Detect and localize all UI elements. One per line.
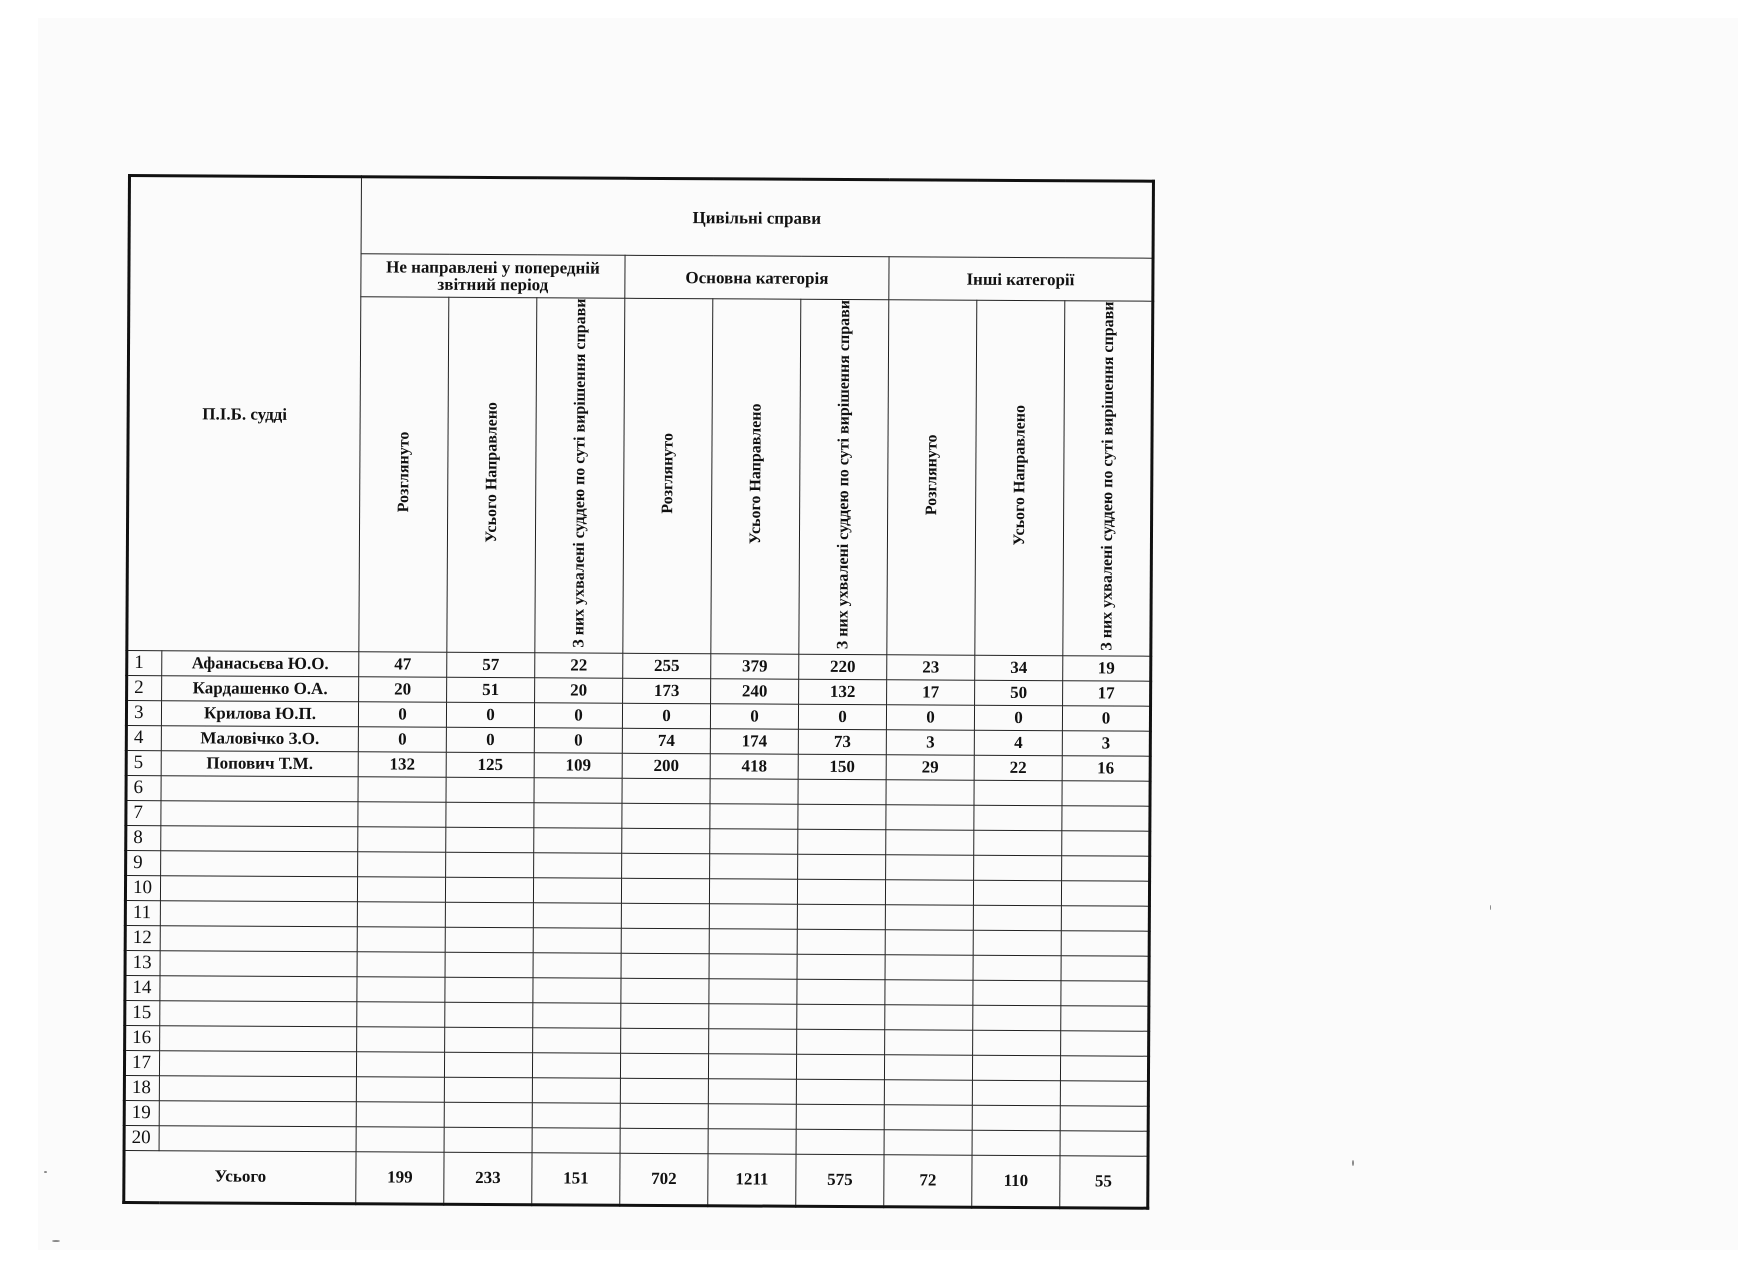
- table-cell: [886, 805, 974, 830]
- judge-name: Маловічко З.О.: [161, 726, 358, 752]
- table-cell: [886, 830, 974, 855]
- scan-speck: [1352, 1160, 1354, 1166]
- judge-name: Афанасьєва Ю.О.: [162, 651, 359, 677]
- table-cell: [797, 954, 885, 979]
- total-cell: 233: [444, 1152, 532, 1204]
- row-number: 7: [126, 801, 161, 826]
- table-cell: [532, 1078, 620, 1103]
- judge-name: Крилова Ю.П.: [161, 701, 358, 727]
- civil-cases-table: [122, 174, 1155, 1210]
- table-cell: 0: [534, 703, 622, 728]
- table-cell: [357, 1027, 445, 1052]
- total-cell: 72: [884, 1155, 972, 1207]
- table-cell: 19: [1063, 656, 1151, 681]
- table-cell: [886, 780, 974, 805]
- judge-name: [160, 901, 357, 927]
- table-cell: [534, 778, 622, 803]
- table-cell: [884, 1055, 972, 1080]
- table-cell: 174: [710, 729, 798, 754]
- table-cell: [532, 1053, 620, 1078]
- table-cell: [622, 778, 710, 803]
- table-cell: 0: [710, 704, 798, 729]
- table-cell: [710, 779, 798, 804]
- table-cell: [620, 1103, 708, 1128]
- total-cell: 151: [532, 1153, 620, 1205]
- table-cell: [446, 827, 534, 852]
- judge-name: [161, 826, 358, 852]
- judge-name: [160, 876, 357, 902]
- table-cell: [796, 1054, 884, 1079]
- scan-speck: [1490, 905, 1491, 910]
- table-cell: [797, 1029, 885, 1054]
- table-cell: [710, 854, 798, 879]
- table-cell: [620, 1128, 708, 1153]
- table-cell: [797, 929, 885, 954]
- table-cell: [709, 1004, 797, 1029]
- column-header-label: Усього Направлено: [746, 403, 765, 545]
- table-cell: [1061, 956, 1149, 981]
- table-cell: 74: [622, 728, 710, 753]
- row-number: 19: [124, 1101, 159, 1126]
- column-header-label: З них ухвалені суддею по суті вирішення справи: [834, 299, 854, 650]
- table-cell: 132: [358, 752, 446, 777]
- table-cell: 255: [623, 653, 711, 678]
- table-cell: 20: [535, 678, 623, 703]
- table-cell: [1061, 931, 1149, 956]
- column-header-3: [535, 298, 625, 654]
- row-number: 10: [125, 876, 160, 901]
- row-number: 13: [125, 951, 160, 976]
- table-cell: [622, 853, 710, 878]
- table-cell: [798, 854, 886, 879]
- table-cell: 418: [710, 754, 798, 779]
- judge-name: [159, 1076, 356, 1102]
- table-cell: [1060, 1081, 1148, 1106]
- table-cell: [1062, 781, 1150, 806]
- table-cell: 379: [711, 654, 799, 679]
- table-cell: [356, 1052, 444, 1077]
- table-cell: 51: [447, 677, 535, 702]
- table-cell: [710, 829, 798, 854]
- table-cell: [444, 1077, 532, 1102]
- total-cell: 1211: [708, 1154, 796, 1206]
- table-cell: [884, 1080, 972, 1105]
- judge-name: Попович Т.М.: [161, 751, 358, 777]
- judge-name: [159, 1051, 356, 1077]
- table-cell: [708, 1079, 796, 1104]
- row-number: 6: [126, 776, 161, 801]
- civil-cases-header: Цивільні справи: [361, 177, 1153, 258]
- table-cell: 0: [358, 702, 446, 727]
- table-cell: [621, 1003, 709, 1028]
- table-cell: 0: [1062, 706, 1150, 731]
- total-cell: 199: [356, 1152, 444, 1204]
- table-cell: 150: [798, 754, 886, 779]
- table-cell: [533, 928, 621, 953]
- table-cell: [444, 1127, 532, 1152]
- table-cell: [621, 1028, 709, 1053]
- table-cell: 4: [974, 730, 1062, 755]
- column-header-label: З них ухвалені суддею по суті вирішення справи: [1097, 301, 1117, 651]
- table-cell: [1061, 1031, 1149, 1056]
- column-header-label: Усього Направлено: [482, 402, 501, 543]
- table-cell: [533, 1003, 621, 1028]
- table-cell: [972, 1105, 1060, 1130]
- judge-name: [161, 851, 358, 877]
- subgroup-not-sent-header: Не направлені у попередній звітний період: [361, 254, 625, 298]
- total-cell: 575: [796, 1154, 884, 1206]
- scan-speck: [52, 1240, 60, 1242]
- column-header-8: [975, 300, 1065, 656]
- table-cell: [446, 777, 534, 802]
- table-cell: [358, 827, 446, 852]
- table-cell: [358, 852, 446, 877]
- table-cell: [1061, 981, 1149, 1006]
- table-cell: [709, 979, 797, 1004]
- table-cell: 220: [799, 654, 887, 679]
- row-number: 2: [127, 676, 162, 701]
- total-cell: 55: [1060, 1156, 1148, 1208]
- table-cell: [973, 1005, 1061, 1030]
- table-cell: [797, 1004, 885, 1029]
- total-cell: 110: [972, 1155, 1060, 1207]
- row-number: 1: [127, 651, 162, 676]
- table-cell: [798, 779, 886, 804]
- table-cell: [797, 879, 885, 904]
- column-header-5: [711, 299, 801, 655]
- table-cell: [708, 1054, 796, 1079]
- table-cell: 3: [1062, 731, 1150, 756]
- table-cell: [885, 955, 973, 980]
- column-header-label: З них ухвалені суддею по суті вирішення справи: [570, 298, 590, 648]
- table-cell: [445, 952, 533, 977]
- table-cell: [532, 1128, 620, 1153]
- table-cell: [445, 902, 533, 927]
- row-number: 16: [125, 1026, 160, 1051]
- row-number: 3: [126, 701, 161, 726]
- table-cell: [622, 803, 710, 828]
- table-cell: 22: [974, 755, 1062, 780]
- table-cell: [710, 804, 798, 829]
- judge-name: [160, 1026, 357, 1052]
- table-cell: 0: [886, 705, 974, 730]
- table-cell: [533, 1028, 621, 1053]
- table-cell: 29: [886, 755, 974, 780]
- table-cell: 0: [622, 703, 710, 728]
- table-cell: [885, 980, 973, 1005]
- table-cell: [621, 928, 709, 953]
- judge-name: [160, 976, 357, 1002]
- table-cell: [445, 1002, 533, 1027]
- table-cell: [798, 804, 886, 829]
- subgroup-other-categories-header: Інші категорії: [889, 257, 1153, 301]
- table-cell: [356, 1127, 444, 1152]
- row-number: 18: [124, 1076, 159, 1101]
- table-cell: [709, 954, 797, 979]
- table-cell: 20: [359, 677, 447, 702]
- judge-name: [161, 776, 358, 802]
- judge-name: [160, 926, 357, 952]
- table-cell: [1061, 1006, 1149, 1031]
- table-cell: [620, 1053, 708, 1078]
- judge-name: [161, 801, 358, 827]
- table-header: [127, 176, 1154, 657]
- table-cell: 17: [887, 680, 975, 705]
- table-cell: [445, 1027, 533, 1052]
- table-cell: [622, 828, 710, 853]
- column-header-4: [623, 298, 713, 654]
- table-cell: [974, 805, 1062, 830]
- table-cell: [709, 1029, 797, 1054]
- table-cell: [1061, 881, 1149, 906]
- table-cell: [444, 1052, 532, 1077]
- table-cell: [446, 852, 534, 877]
- table-cell: 125: [446, 752, 534, 777]
- table-cell: [885, 1005, 973, 1030]
- table-cell: [885, 1030, 973, 1055]
- table-cell: [884, 1105, 972, 1130]
- table-cell: [709, 904, 797, 929]
- table-cell: 73: [798, 729, 886, 754]
- table-cell: 3: [886, 730, 974, 755]
- table-cell: [709, 879, 797, 904]
- table-cell: 22: [535, 653, 623, 678]
- table-cell: [357, 877, 445, 902]
- table-cell: 0: [974, 705, 1062, 730]
- table-cell: [973, 905, 1061, 930]
- table-cell: [974, 780, 1062, 805]
- column-header-7: [887, 300, 977, 656]
- table-cell: [444, 1102, 532, 1127]
- table-cell: 132: [799, 679, 887, 704]
- subgroup-main-category-header: Основна категорія: [625, 255, 889, 299]
- row-number: 9: [126, 851, 161, 876]
- table-cell: 0: [798, 704, 886, 729]
- table-cell: 109: [534, 753, 622, 778]
- table-cell: [708, 1129, 796, 1154]
- table-cell: 50: [975, 680, 1063, 705]
- table-cell: [1060, 1106, 1148, 1131]
- table-cell: [796, 1079, 884, 1104]
- table-cell: [358, 777, 446, 802]
- table-cell: [621, 903, 709, 928]
- table-cell: [445, 977, 533, 1002]
- table-cell: [973, 1030, 1061, 1055]
- table-cell: 0: [446, 727, 534, 752]
- total-row: [124, 1151, 1148, 1209]
- column-header-2: [447, 297, 537, 653]
- table-cell: [357, 977, 445, 1002]
- table-cell: [621, 878, 709, 903]
- table-cell: [972, 1130, 1060, 1155]
- table-cell: [973, 980, 1061, 1005]
- table-cell: 173: [623, 678, 711, 703]
- row-number: 12: [125, 926, 160, 951]
- table-cell: [445, 927, 533, 952]
- judge-name: [159, 1126, 356, 1152]
- total-cell: 702: [620, 1153, 708, 1205]
- table-cell: [358, 802, 446, 827]
- table-body: [124, 651, 1151, 1157]
- table-cell: [356, 1102, 444, 1127]
- table-cell: [1062, 856, 1150, 881]
- judge-name: [159, 1101, 356, 1127]
- table-cell: 17: [1063, 681, 1151, 706]
- table-cell: [621, 953, 709, 978]
- table-cell: 240: [711, 679, 799, 704]
- table-cell: 34: [975, 655, 1063, 680]
- table-cell: [1060, 1131, 1148, 1156]
- table-cell: 16: [1062, 756, 1150, 781]
- judge-name: [160, 951, 357, 977]
- table-cell: [798, 829, 886, 854]
- table-cell: [1060, 1056, 1148, 1081]
- table-cell: [973, 930, 1061, 955]
- table-cell: [796, 1129, 884, 1154]
- table-cell: [796, 1104, 884, 1129]
- table-cell: [973, 880, 1061, 905]
- table-cell: [972, 1080, 1060, 1105]
- judge-name: Кардашенко О.А.: [162, 676, 359, 702]
- column-header-1: [359, 297, 449, 653]
- table-cell: 23: [887, 655, 975, 680]
- table-cell: [885, 930, 973, 955]
- column-header-label: Розглянуто: [395, 431, 413, 513]
- table-cell: [357, 952, 445, 977]
- table-cell: [885, 880, 973, 905]
- table-cell: [709, 929, 797, 954]
- table-cell: 0: [446, 702, 534, 727]
- table-cell: 200: [622, 753, 710, 778]
- judge-name: [160, 1001, 357, 1027]
- table-cell: [534, 853, 622, 878]
- table-cell: [708, 1104, 796, 1129]
- table-cell: [621, 978, 709, 1003]
- row-number: 14: [125, 976, 160, 1001]
- table-cell: [1062, 831, 1150, 856]
- row-number: 11: [125, 901, 160, 926]
- table-cell: [973, 955, 1061, 980]
- table-cell: [1061, 906, 1149, 931]
- table-cell: [886, 855, 974, 880]
- table-cell: [797, 904, 885, 929]
- row-number: 4: [126, 726, 161, 751]
- row-number: 8: [126, 826, 161, 851]
- column-header-label: Розглянуто: [923, 434, 941, 516]
- total-label: Усього: [124, 1151, 356, 1204]
- table-cell: [797, 979, 885, 1004]
- column-header-label: Усього Направлено: [1010, 405, 1029, 546]
- table-cell: [446, 802, 534, 827]
- column-header-6: [799, 299, 889, 655]
- table-cell: [533, 903, 621, 928]
- table-cell: 47: [359, 652, 447, 677]
- row-number: 20: [124, 1126, 159, 1151]
- table-cell: [534, 803, 622, 828]
- table-cell: [357, 1002, 445, 1027]
- table-cell: [532, 1103, 620, 1128]
- table-cell: [356, 1077, 444, 1102]
- table-cell: 57: [447, 652, 535, 677]
- table-cell: [357, 927, 445, 952]
- table-cell: [357, 902, 445, 927]
- table-cell: [885, 905, 973, 930]
- table-cell: 0: [358, 727, 446, 752]
- table-cell: [533, 978, 621, 1003]
- column-header-label: Розглянуто: [659, 433, 677, 515]
- judge-name-header: П.І.Б. судді: [127, 176, 362, 652]
- table-cell: [884, 1130, 972, 1155]
- table-cell: [533, 878, 621, 903]
- table-cell: [534, 828, 622, 853]
- table-cell: [533, 953, 621, 978]
- table-cell: [972, 1055, 1060, 1080]
- column-header-9: [1063, 301, 1153, 657]
- table-cell: [445, 877, 533, 902]
- table-cell: 0: [534, 728, 622, 753]
- report-sheet: [122, 174, 1117, 1210]
- table-cell: [974, 830, 1062, 855]
- table-cell: [620, 1078, 708, 1103]
- row-number: 15: [125, 1001, 160, 1026]
- row-number: 17: [124, 1051, 159, 1076]
- table-cell: [1062, 806, 1150, 831]
- scan-speck: [44, 1171, 47, 1173]
- table-cell: [974, 855, 1062, 880]
- row-number: 5: [126, 751, 161, 776]
